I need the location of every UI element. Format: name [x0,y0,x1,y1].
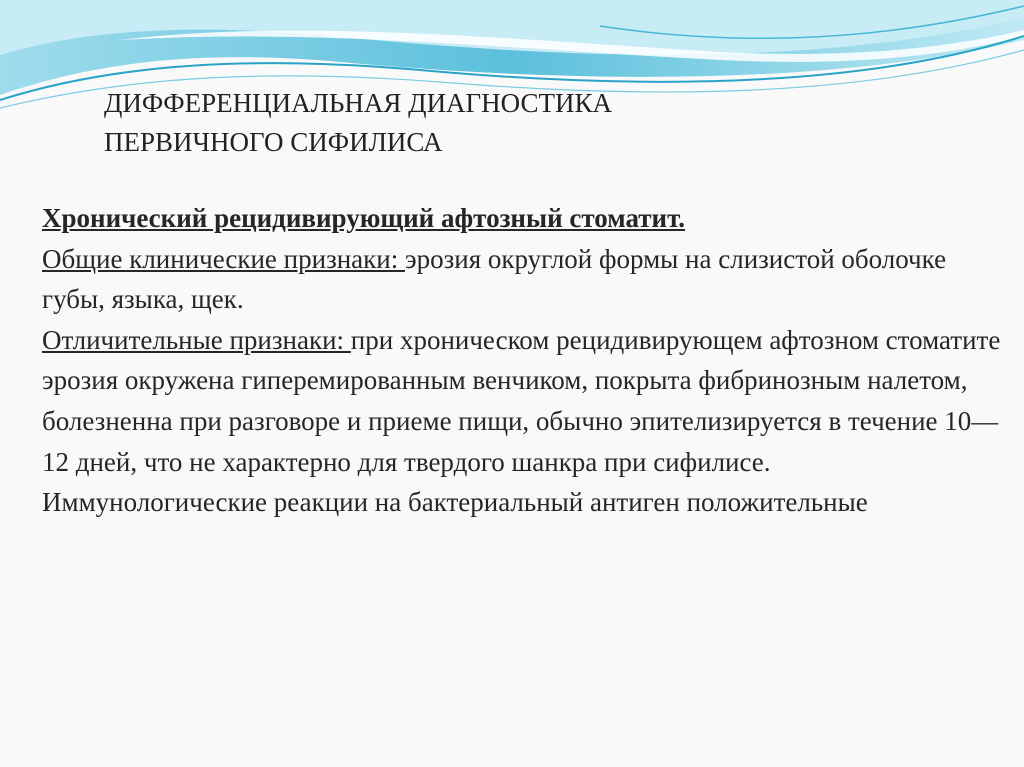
slide-title-line-2: ПЕРВИЧНОГО СИФИЛИСА [104,127,443,157]
general-signs-label: Общие клинические признаки: [42,243,405,274]
distinctive-signs-text: при хроническом рецидивирующем афтозном стоматите эрозия окружена гиперемированным венчиком, покрыта фибринозным налетом, болезненна при разговоре и приеме пищи, обычно эпителизируется в течение 10—12 дней, что не характерно для твердого шанкра при сифилисе. Иммунологические реакции на бактериальный антиген положительные [42,324,1001,518]
general-signs-text: эрозия округлой формы на слизистой оболочке губы, языка, щек. [42,243,947,315]
slide-title-line-1: ДИФФЕРЕНЦИАЛЬНАЯ ДИАГНОСТИКА [104,88,613,118]
slide-title [104,84,864,162]
section-heading: Хронический рецидивирующий афтозный стоматит. [42,203,686,233]
slide-body [42,198,1002,523]
distinctive-signs-label: Отличительные признаки: [42,324,351,355]
